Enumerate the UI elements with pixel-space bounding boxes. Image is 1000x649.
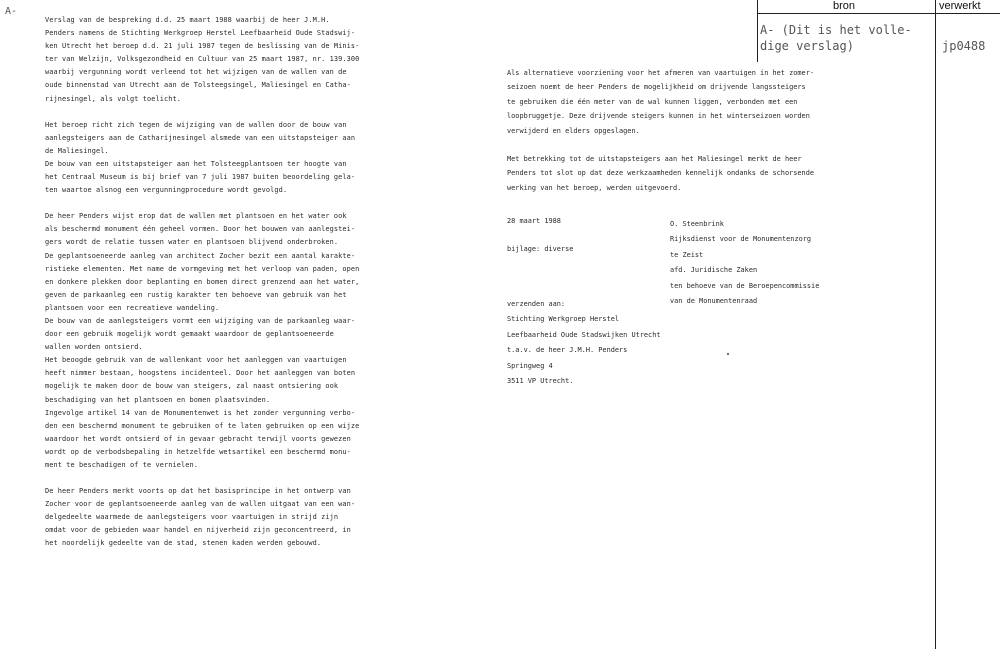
text-line: als beschermd monument één geheel vormen. Door het bouwen van aanlegstei- [45, 225, 356, 234]
address-line: 3511 VP Utrecht. [507, 377, 574, 386]
signatory-line: te Zeist [670, 250, 704, 259]
enclosure-note: bijlage: diverse [507, 245, 574, 253]
text-line: Het beroep richt zich tegen de wijziging van de wallen door de bouw van [45, 120, 347, 129]
header-divider-mid [935, 0, 936, 649]
paragraph [45, 485, 391, 550]
header-divider-left [757, 0, 758, 62]
text-line: werking van het beroep, werden uitgevoerd. [507, 183, 682, 192]
paragraph [45, 119, 391, 198]
text-line: delgedeelte waarmede de aanlegsteigers voor vaartuigen in strijd zijn [45, 513, 339, 522]
text-line: ment te beschadigen of te vernielen. [45, 461, 198, 469]
text-line: te gebruiken die één meter van de wal kunnen liggen, verbonden met een [507, 97, 798, 106]
text-line: Het beoogde gebruik van de wallenkant voor het aanleggen van vaartuigen [45, 356, 347, 365]
text-line: omdat voor de gebieden waar handel en nijverheid zijn geconcentreerd, in [45, 526, 351, 535]
corner-mark: A- [5, 6, 18, 17]
text-line: De bouw van een uitstapsteiger aan het Tolsteegplantsoen ter hoogte van [45, 159, 347, 168]
text-line: wallen worden ontsierd. [45, 343, 143, 352]
text-line: ter van Welzijn, Volksgezondheid en Cultuur van 25 maart 1987, nr. 139.300 [45, 55, 360, 64]
text-line: Zocher voor de geplantsoeneerde aanleg van de wallen uitgaat van een wan- [45, 500, 356, 509]
signatory-line: O. Steenbrink [670, 220, 724, 228]
text-line: oude binnenstad van Utrecht aan de Tolsteegsingel, Maliesingel en Catha- [45, 81, 351, 90]
address-line: Leefbaarheid Oude Stadswijken Utrecht [507, 330, 661, 339]
bron-note-line: dige verslag) [760, 39, 854, 53]
paragraph [45, 14, 391, 106]
signatory-line: Rijksdienst voor de Monumentenzorg [670, 235, 812, 244]
text-line: Verslag van de bespreking d.d. 25 maart 1988 waarbij de heer J.M.H. [45, 16, 330, 24]
report-left-column [45, 14, 391, 564]
text-line: mogelijk te maken door de bouw van steigers, zal naast ontsiering ook [45, 382, 339, 391]
stray-mark [727, 353, 729, 355]
text-line: Penders tot slot op dat deze werkzaamheden kennelijk ondanks de schorsende [507, 169, 814, 178]
recipient-address [507, 297, 661, 389]
text-line: ten waartoe alsnog een vergunningprocedure wordt gevolgd. [45, 186, 288, 195]
paragraph [507, 66, 907, 138]
bron-note-line: A- (Dit is het volle- [760, 23, 912, 37]
text-line: Met betrekking tot de uitstapsteigers aan het Maliesingel merkt de heer [507, 155, 802, 164]
text-line: De geplantsoeneerde aanleg van architect Zocher bezit een aantal karakte- [45, 251, 356, 260]
text-line: den een beschermd monument te gebruiken of te laten gebruiken op een wijze [45, 421, 360, 430]
header-col-verwerkt: verwerkt [939, 0, 981, 12]
text-line: De heer Penders merkt voorts op dat het basisprincipe in het ontwerp van [45, 487, 351, 496]
text-line: het noordelijk gedeelte van de stad, stenen kaden werden gebouwd. [45, 539, 322, 548]
text-line: de Maliesingel. [45, 146, 109, 155]
report-date: 28 maart 1988 [507, 217, 561, 225]
paragraph [507, 152, 907, 195]
signatory [670, 217, 819, 309]
signatory-line: ten behoeve van de Beroepencommissie [670, 281, 820, 290]
header-rule [757, 13, 1000, 14]
text-line: Penders namens de Stichting Werkgroep Herstel Leefbaarheid Oude Stadswij- [45, 29, 356, 38]
header-col-bron: bron [833, 0, 856, 12]
report-right-column [507, 66, 907, 209]
text-line: beschadiging van het plantsoen en bomen plaatsvinden. [45, 395, 271, 404]
bron-note [760, 22, 912, 54]
text-line: Als alternatieve voorziening voor het afmeren van vaartuigen in het zomer- [507, 69, 814, 77]
text-line: het Centraal Museum is bij brief van 7 juli 1987 buiten beoordeling gela- [45, 173, 356, 182]
text-line: rijnesingel, als volgt toelicht. [45, 94, 181, 103]
text-line: De bouw van de aanlegsteigers vormt een wijziging van de parkaanleg waar- [45, 316, 356, 325]
text-line: geven de parkaanleg een rustig karakter ten behoeve van gebruik van het [45, 290, 347, 299]
text-line: en donkere plekken door beplanting en bomen direct grenzend aan het water, [45, 277, 360, 286]
text-line: gers wordt de relatie tussen water en plantsoen blijvend onderbroken. [45, 238, 339, 247]
address-line: Stichting Werkgroep Herstel [507, 315, 620, 324]
text-line: door een gebruik mogelijk wordt gemaakt waardoor de geplantsoeneerde [45, 330, 334, 339]
text-line: wordt op de verbodsbepaling in hetzelfde wetsartikel een beschermd monu- [45, 447, 351, 456]
text-line: waarbij vergunning wordt verleend tot het wijzigen van de wallen van de [45, 68, 347, 77]
text-line: ristieke elementen. Met name de vormgeving met het verloop van paden, open [45, 264, 360, 273]
text-line: Ingevolge artikel 14 van de Monumentenwet is het zonder vergunning verbo- [45, 408, 356, 417]
text-line: heeft nimmer bestaan, hoogstens incidenteel. Door het aanleggen van boten [45, 369, 356, 378]
text-line: loopbruggetje. Deze drijvende steigers kunnen in het winterseizoen worden [507, 112, 810, 121]
signatory-line: van de Monumentenraad [670, 297, 758, 306]
archive-code: jp0488 [942, 39, 986, 53]
address-line: Springweg 4 [507, 361, 553, 370]
text-line: aanlegsteigers aan de Catharijnesingel alsmede van een uitstapsteiger aan [45, 133, 356, 142]
signatory-line: afd. Juridische Zaken [670, 266, 758, 275]
text-line: verwijderd en elders opgeslagen. [507, 126, 640, 135]
text-line: plantsoen voor een recreatieve wandeling. [45, 303, 220, 312]
address-line: t.a.v. de heer J.M.H. Penders [507, 346, 628, 355]
text-line: seizoen noemt de heer Penders de mogelijkheid om drijvende langssteigers [507, 83, 806, 92]
text-line: waardoor het wordt ontsierd of in gevaar gebracht terwijl voorts gewezen [45, 434, 351, 443]
text-line: ken Utrecht het beroep d.d. 21 juli 1987 tegen de beslissing van de Minis- [45, 42, 360, 51]
text-line: De heer Penders wijst erop dat de wallen met plantsoen en het water ook [45, 212, 347, 221]
address-line: verzenden aan: [507, 300, 566, 308]
paragraph [45, 210, 391, 472]
